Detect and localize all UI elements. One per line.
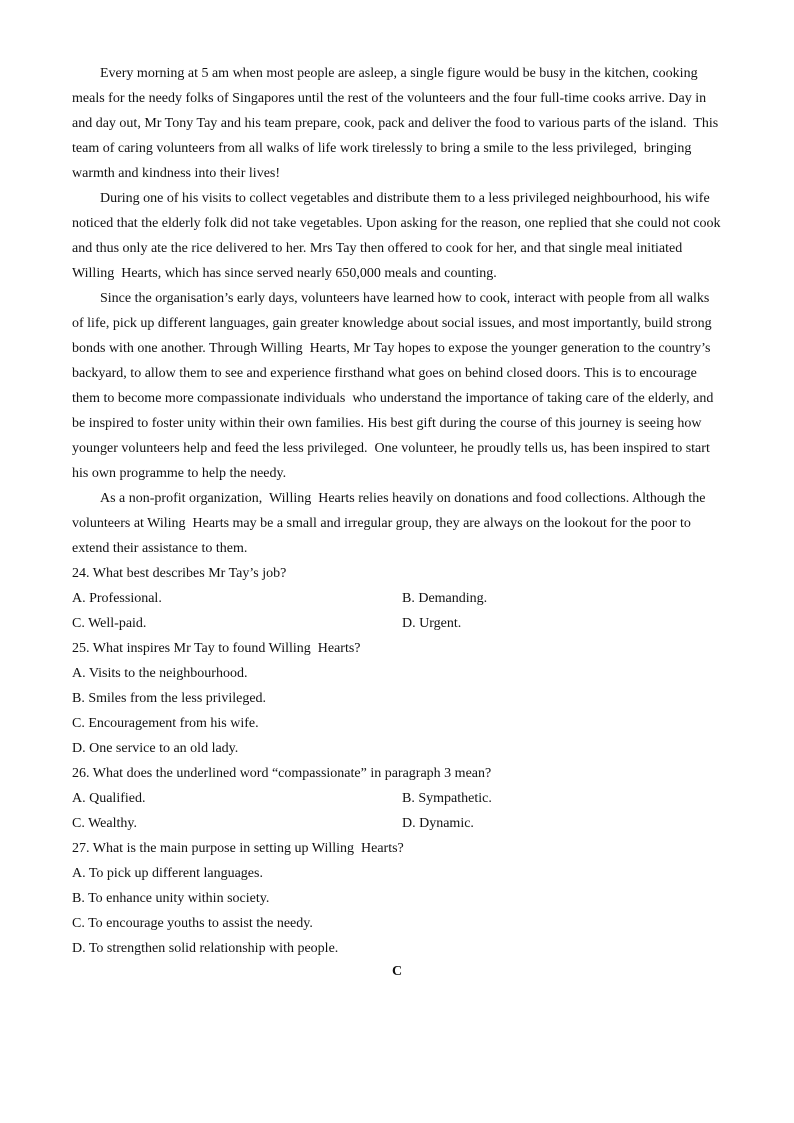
passage-line: extend their assistance to them. [72, 541, 248, 556]
passage-line: Willing Hearts, which has since served nearly 650,000 meals and counting. [72, 266, 497, 281]
passage-line: Since the organisation’s early days, volunteers have learned how to cook, interact with people from all walks [100, 291, 710, 306]
passage-line: and thus only ate the rice delivered to her. Mrs Tay then offered to cook for her, and that single meal initiated [72, 241, 683, 256]
question-stem: 27. What is the main purpose in setting up Willing Hearts? [72, 841, 404, 856]
option-d: D. One service to an old lady. [72, 741, 239, 756]
passage-line: volunteers at Wiling Hearts may be a small and irregular group, they are always on the lookout for the poor to [72, 516, 691, 531]
option-b: B. Sympathetic. [402, 791, 492, 806]
paragraph-3 [72, 286, 732, 486]
option-b: B. Smiles from the less privileged. [72, 691, 267, 706]
passage-line: be inspired to foster unity within their own families. His best gift during the course of this journey is seeing how [72, 416, 702, 431]
question-stem: 24. What best describes Mr Tay’s job? [72, 566, 287, 581]
paragraph-4 [72, 486, 732, 561]
paragraph-1 [72, 61, 732, 186]
passage-line: noticed that the elderly folk did not take vegetables. Upon asking for the reason, one replied that she could not cook [72, 216, 721, 231]
passage-line: warmth and kindness into their lives! [72, 166, 281, 181]
passage-line: them to become more compassionate individuals who understand the importance of taking care of the elderly, and [72, 391, 714, 406]
option-d: D. Urgent. [402, 616, 462, 631]
question-26 [72, 761, 732, 836]
question-stem: 25. What inspires Mr Tay to found Willing Hearts? [72, 641, 361, 656]
option-c: C. To encourage youths to assist the needy. [72, 916, 313, 931]
passage-line: team of caring volunteers from all walks of life work tirelessly to bring a smile to the less privileged, bringing [72, 141, 692, 156]
question-stem: 26. What does the underlined word “compassionate” in paragraph 3 mean? [72, 766, 492, 781]
passage-line: and day out, Mr Tony Tay and his team prepare, cook, pack and deliver the food to various parts of the island. This [72, 116, 719, 131]
option-b: B. To enhance unity within society. [72, 891, 270, 906]
option-a: A. Professional. [72, 591, 162, 606]
passage-line: bonds with one another. Through Willing Hearts, Mr Tay hopes to expose the younger generation to the country’s [72, 341, 711, 356]
section-heading: C [391, 964, 403, 979]
passage-line: younger volunteers help and feed the less privileged. One volunteer, he proudly tells us, has been inspired to start [72, 441, 710, 456]
question-25 [72, 636, 732, 761]
option-a: A. Qualified. [72, 791, 146, 806]
paragraph-2 [72, 186, 732, 286]
option-c: C. Wealthy. [72, 816, 137, 831]
passage-line: Every morning at 5 am when most people are asleep, a single figure would be busy in the kitchen, cooking [100, 66, 698, 81]
option-a: A. Visits to the neighbourhood. [72, 666, 248, 681]
option-c: C. Well-paid. [72, 616, 147, 631]
option-row [72, 586, 732, 611]
option-c: C. Encouragement from his wife. [72, 716, 259, 731]
option-row [72, 811, 732, 836]
option-a: A. To pick up different languages. [72, 866, 263, 881]
passage-line: backyard, to allow them to see and experience firsthand what goes on behind closed doors. This is to encourage [72, 366, 697, 381]
passage-line: meals for the needy folks of Singapores until the rest of the volunteers and the four full-time cooks arrive. Day in [72, 91, 707, 106]
passage-line: During one of his visits to collect vegetables and distribute them to a less privileged neighbourhood, his wife [100, 191, 710, 206]
page-content [72, 61, 732, 961]
question-24 [72, 561, 732, 636]
option-d: D. Dynamic. [402, 816, 474, 831]
passage-line: his own programme to help the needy. [72, 466, 287, 481]
passage-line: As a non-profit organization, Willing Hearts relies heavily on donations and food collections. Although the [100, 491, 706, 506]
passage-line: of life, pick up different languages, gain greater knowledge about social issues, and most importantly, build strong [72, 316, 712, 331]
option-row [72, 786, 732, 811]
question-27 [72, 836, 732, 961]
option-b: B. Demanding. [402, 591, 488, 606]
option-row [72, 611, 732, 636]
option-d: D. To strengthen solid relationship with people. [72, 941, 339, 956]
